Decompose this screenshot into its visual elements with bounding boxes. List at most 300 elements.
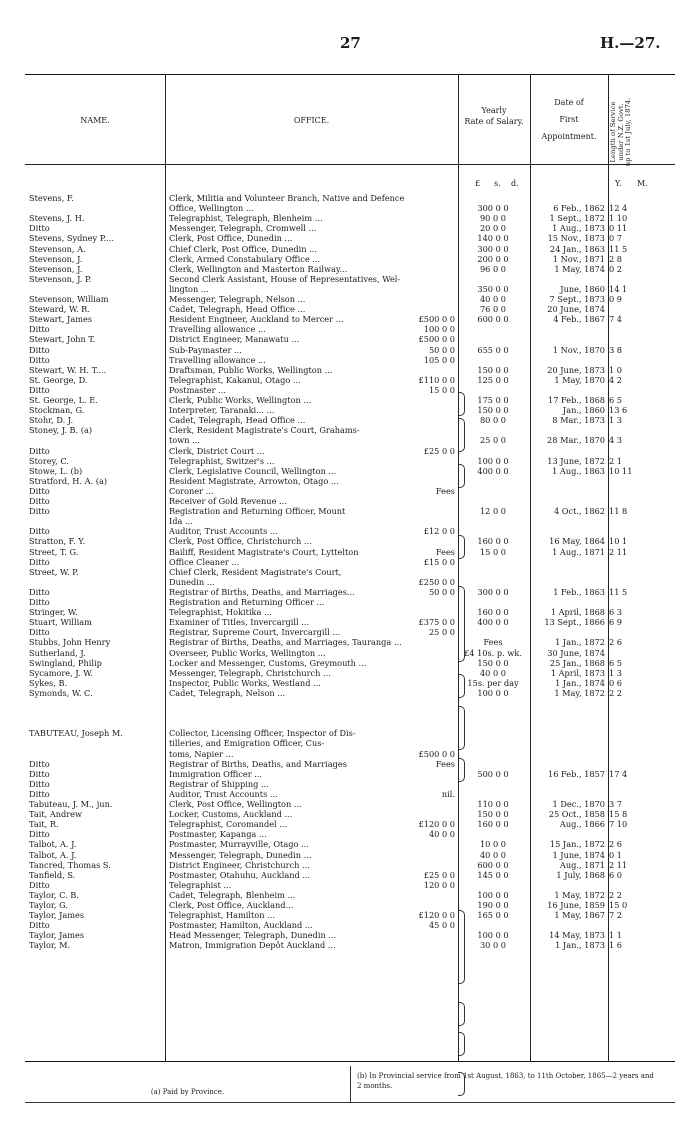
office-cell: Postmaster, Otahuhu, Auckland ... (169, 869, 311, 880)
brace (458, 910, 465, 984)
length-cell: 4 3 (609, 435, 623, 446)
salary-cell: 190 0 0 (477, 900, 509, 910)
salary-cell: 600 0 0 (477, 314, 509, 325)
office-cell: Messenger, Telegraph, Cromwell ... (169, 223, 317, 234)
amount-cell: £15 0 0 (423, 556, 455, 567)
table-row (25, 496, 675, 506)
name-cell: Taylor, M. (29, 940, 71, 951)
length-cell: 0 1 (609, 849, 623, 860)
salary-cell: 40 0 0 (479, 294, 507, 304)
name-cell: Ditto (29, 384, 50, 395)
name-cell: Street, W. P. (29, 566, 79, 577)
amount-cell: 120 0 0 (423, 879, 455, 890)
amount-cell: 105 0 0 (423, 354, 455, 365)
name-cell: Ditto (29, 354, 50, 365)
name-cell: Stevens, J. H. (29, 213, 85, 224)
length-cell: 2 6 (609, 637, 623, 648)
length-cell: 11 5 (609, 243, 628, 254)
salary-cell: 400 0 0 (477, 617, 509, 628)
office-cell: Registrar of Births, Deaths, and Marriages... (169, 586, 355, 597)
table-row (25, 890, 675, 900)
table-row (25, 466, 675, 476)
length-cell: 0 2 (609, 263, 623, 274)
name-cell: Stevens, F. (29, 193, 74, 203)
office-cell: Registration and Returning Officer ... (169, 597, 325, 607)
name-cell: Ditto (29, 445, 50, 456)
table-row (25, 930, 675, 940)
name-cell: Stewart, W. H. T.... (29, 364, 107, 375)
name-cell: Talbot, A. J. (29, 849, 77, 860)
length-cell: 7 4 (609, 314, 623, 325)
table-row (25, 910, 675, 920)
length-cell: 1 0 (609, 364, 623, 375)
amount-cell: £375 0 0 (418, 617, 455, 628)
date-cell: 20 June, 1873 (547, 364, 605, 375)
name-cell: Talbot, A. J. (29, 839, 77, 850)
amount-cell: nil. (441, 788, 455, 799)
table-row (25, 567, 675, 577)
office-cell: Matron, Immigration Depôt Auckland ... (169, 940, 336, 951)
date-cell: 1 April, 1868 (550, 607, 605, 618)
salary-cell: 110 0 0 (477, 799, 509, 809)
date-cell: June, 1860 (560, 283, 605, 294)
table-row (25, 435, 675, 445)
table-row (25, 870, 675, 880)
office-cell: Clerk, Post Office, Christchurch ... (169, 536, 312, 547)
office-cell: Telegraphist, Coromandel ... (169, 819, 288, 830)
length-cell: 2 2 (609, 687, 623, 698)
office-cell: Travelling allowance ... (169, 324, 266, 335)
name-cell: Stevenson, J. (29, 263, 83, 274)
table-row (25, 819, 675, 829)
brace (458, 1002, 465, 1026)
office-cell: Telegraphist, Hamilton ... (169, 910, 275, 921)
table-row (25, 789, 675, 799)
office-cell: Cadet, Telegraph, Blenheim ... (169, 889, 296, 900)
amount-cell: 25 0 0 (428, 627, 455, 638)
name-cell: Ditto (29, 920, 50, 931)
length-cell: 2 8 (609, 253, 623, 264)
salary-cell: 100 0 0 (477, 889, 509, 900)
office-cell: Cadet, Telegraph, Nelson ... (169, 687, 286, 698)
table-row (25, 284, 675, 294)
office-cell: Coroner ... (169, 485, 214, 496)
table-row (25, 405, 675, 415)
salary-cell: 100 0 0 (477, 455, 509, 466)
office-cell: Second Clerk Assistant, House of Representatives, Wel- (169, 273, 401, 284)
amount-cell: 50 0 0 (428, 586, 455, 597)
name-cell: Tancred, Thomas S. (29, 859, 111, 870)
date-cell: 15 Jan., 1872 (549, 839, 605, 850)
table-row (25, 254, 675, 264)
footnote-b: (b) In Provincial service from 1st August, 1863, to 11th October, 1865—2 years and 2 months. (357, 1072, 654, 1090)
table-row (25, 526, 675, 536)
office-cell: Cadet, Telegraph, Head Office ... (169, 415, 306, 426)
office-cell: Clerk, Wellington and Masterton Railway... (169, 263, 348, 274)
name-cell: Ditto (29, 344, 50, 355)
salary-cell: 140 0 0 (477, 233, 509, 244)
name-cell: Taylor, G. (29, 900, 68, 910)
date-cell: 1 Jan., 1873 (555, 940, 605, 951)
name-cell: Stohr, D. J. (29, 415, 74, 426)
table-row (25, 920, 675, 930)
table-row (25, 829, 675, 839)
table-row (25, 799, 675, 809)
length-cell: 1 1 (609, 930, 623, 941)
date-cell: 7 Sept., 1873 (549, 294, 605, 304)
table-row (25, 536, 675, 546)
length-cell: 0 7 (609, 233, 623, 244)
office-cell: Chief Clerk, Resident Magistrate's Court, (169, 566, 342, 577)
date-cell: 1 May, 1874 (554, 263, 605, 274)
office-cell: Postmaster, Kapanga ... (169, 829, 267, 840)
salary-cell: 150 0 0 (477, 364, 509, 375)
date-cell: Jan., 1860 (562, 405, 605, 416)
table-row (25, 193, 675, 203)
office-cell: Registrar of Births, Deaths, and Marriages, Tauranga ... (169, 637, 402, 648)
table-row (25, 355, 675, 365)
salary-cell: 600 0 0 (477, 859, 509, 870)
name-cell: Tait, R. (29, 819, 59, 830)
name-cell: Street, T. G. (29, 546, 79, 557)
table-row (25, 557, 675, 567)
length-cell: 14 1 (609, 283, 628, 294)
brace (458, 464, 465, 488)
header-name: NAME. (80, 116, 110, 125)
table-row (25, 597, 675, 607)
brace (458, 418, 465, 452)
name-cell: Ditto (29, 485, 50, 496)
length-cell: 13 6 (609, 405, 628, 416)
office-cell: Clerk, Post Office, Dunedin ... (169, 233, 293, 244)
amount-cell: £110 0 0 (418, 374, 455, 385)
table-row (25, 880, 675, 890)
table-row (25, 637, 675, 647)
length-cell: 2 1 (609, 455, 623, 466)
name-cell: Ditto (29, 778, 50, 789)
salary-cell: 655 0 0 (477, 344, 509, 355)
salary-cell: 300 0 0 (477, 203, 509, 214)
office-cell: town ... (169, 435, 200, 446)
salary-cell: 175 0 0 (477, 395, 509, 405)
name-cell: Tabuteau, J. M., jun. (29, 799, 113, 809)
office-cell: Messenger, Telegraph, Dunedin ... (169, 849, 312, 860)
date-cell: 1 May, 1867 (554, 910, 605, 921)
date-cell: 1 June, 1874 (552, 849, 605, 860)
office-cell: Ida ... (169, 516, 193, 527)
date-cell: 24 Jan., 1863 (549, 243, 605, 254)
salary-cell: 96 0 0 (479, 263, 507, 274)
page-reference: H.—27. (600, 34, 661, 52)
name-cell: Stowe, L. (b) (29, 465, 83, 476)
staff-table (25, 74, 675, 1062)
salary-cell: Fees (483, 637, 503, 648)
amount-cell: £250 0 0 (418, 576, 455, 587)
table-row (25, 456, 675, 466)
header-length: Length of Service under N.Z. Govt. up to 1st July, 1874. (609, 97, 633, 167)
brace (458, 706, 465, 750)
table-row (25, 809, 675, 819)
name-cell: Ditto (29, 829, 50, 840)
amount-cell: £12 0 0 (423, 526, 455, 537)
length-cell: 2 6 (609, 839, 623, 850)
table-row (25, 648, 675, 658)
date-cell: 15 Nov., 1873 (547, 233, 605, 244)
office-cell: Sub-Paymaster ... (169, 344, 242, 355)
date-cell: 4 Oct., 1862 (553, 506, 605, 517)
name-cell: Ditto (29, 324, 50, 335)
name-cell: Stratford, H. A. (a) (29, 475, 108, 486)
salary-cell: 150 0 0 (477, 657, 509, 668)
name-cell: Ditto (29, 586, 50, 597)
table-row (25, 749, 675, 759)
name-cell: Taylor, James (29, 930, 85, 941)
name-cell: Sycamore, J. W. (29, 667, 93, 678)
amount-cell: 100 0 0 (423, 324, 455, 335)
length-cell: 2 11 (609, 546, 628, 557)
name-cell: Sykes, B. (29, 677, 68, 688)
salary-cell: 80 0 0 (479, 415, 507, 426)
name-cell: Stoney, J. B. (a) (29, 425, 93, 436)
office-cell: Cadet, Telegraph, Head Office ... (169, 304, 306, 315)
office-cell: Clerk, Armed Constabulary Office ... (169, 253, 321, 264)
office-cell: Clerk, Post Office, Auckland... (169, 900, 294, 910)
office-cell: Registrar of Shipping ... (169, 778, 269, 789)
table-row (25, 244, 675, 254)
table-row (25, 233, 675, 243)
office-cell: Office Cleaner ... (169, 556, 240, 567)
amount-cell: Fees (435, 758, 455, 769)
table-row (25, 314, 675, 324)
salary-cell: 40 0 0 (479, 667, 507, 678)
length-cell: 6 0 (609, 869, 623, 880)
amount-cell: Fees (435, 546, 455, 557)
table-row (25, 395, 675, 405)
date-cell: 1 May, 1870 (554, 374, 605, 385)
table-row (25, 728, 675, 738)
page-number: 27 (340, 34, 361, 52)
length-cell: 7 10 (609, 819, 628, 830)
name-cell: Stevenson, J. P. (29, 273, 92, 284)
date-cell: 1 May, 1872 (554, 687, 605, 698)
name-cell: Ditto (29, 879, 50, 890)
name-cell: Stockman, G. (29, 405, 85, 416)
office-cell: Head Messenger, Telegraph, Dunedin ... (169, 930, 337, 941)
table-row (25, 617, 675, 627)
office-cell: Resident Magistrate, Arrowton, Otago ... (169, 475, 339, 486)
date-cell: 8 Mar., 1873 (552, 415, 605, 426)
name-cell: Stringer, W. (29, 607, 78, 618)
table-row (25, 587, 675, 597)
salary-cell: 165 0 0 (477, 910, 509, 921)
table-row (25, 769, 675, 779)
office-cell: Telegraphist, Telegraph, Blenheim ... (169, 213, 323, 224)
date-cell: 30 June, 1874 (547, 647, 605, 658)
amount-cell: £500 0 0 (418, 314, 455, 325)
office-cell: District Engineer, Manawatu ... (169, 334, 300, 345)
office-cell: Clerk, Public Works, Wellington ... (169, 395, 312, 405)
office-cell: Resident Engineer, Auckland to Mercer ... (169, 314, 344, 325)
office-cell: Overseer, Public Works, Wellington ... (169, 647, 326, 658)
office-cell: Collector, Licensing Officer, Inspector of Dis- (169, 728, 356, 739)
name-cell: Stubbs, John Henry (29, 637, 111, 648)
table-row (25, 718, 675, 728)
office-cell: Telegraphist, Hokitika ... (169, 607, 272, 618)
salary-cell: 400 0 0 (477, 465, 509, 476)
office-cell: Dunedin ... (169, 576, 215, 587)
amount-cell: £500 0 0 (418, 334, 455, 345)
amount-cell: 40 0 0 (428, 829, 455, 840)
date-cell: 25 Jan., 1868 (549, 657, 605, 668)
table-row (25, 860, 675, 870)
amount-cell: £25 0 0 (423, 869, 455, 880)
brace (458, 758, 465, 782)
table-row (25, 850, 675, 860)
length-cell: 6 9 (609, 617, 623, 628)
length-cell: 11 8 (609, 506, 628, 517)
length-cell: 1 6 (609, 940, 623, 951)
table-row (25, 446, 675, 456)
length-cell: 10 1 (609, 536, 628, 547)
amount-cell: 50 0 0 (428, 344, 455, 355)
date-cell: 1 Feb., 1863 (553, 586, 605, 597)
office-cell: Auditor, Trust Accounts ... (169, 526, 278, 537)
name-cell: Ditto (29, 556, 50, 567)
table-row (25, 627, 675, 637)
name-cell: Taylor, C. B. (29, 889, 79, 900)
salary-cell: 160 0 0 (477, 607, 509, 618)
salary-cell: 145 0 0 (477, 869, 509, 880)
salary-cell: 30 0 0 (479, 940, 507, 951)
date-cell: 13 Sept., 1866 (544, 617, 605, 628)
currency-years: Y. (615, 179, 622, 188)
length-cell: 12 4 (609, 203, 628, 214)
amount-cell: £500 0 0 (418, 748, 455, 759)
date-cell: 1 April, 1873 (550, 667, 605, 678)
name-cell: Ditto (29, 526, 50, 537)
length-cell: 10 11 (609, 465, 633, 476)
salary-cell: 40 0 0 (479, 849, 507, 860)
office-cell: Receiver of Gold Revenue ... (169, 496, 287, 506)
name-cell: Swingland, Philip (29, 657, 102, 668)
page-header (0, 34, 700, 54)
name-cell: Stevens, Sydney P.... (29, 233, 114, 244)
amount-cell: £25 0 0 (423, 445, 455, 456)
length-cell: 0 6 (609, 677, 623, 688)
table-row (25, 324, 675, 334)
office-cell: Draftsman, Public Works, Wellington ... (169, 364, 333, 375)
table-row (25, 203, 675, 213)
length-cell: 6 3 (609, 607, 623, 618)
name-cell: Taylor, James (29, 910, 85, 921)
salary-cell: 100 0 0 (477, 687, 509, 698)
length-cell: 3 8 (609, 344, 623, 355)
table-row (25, 365, 675, 375)
table-row (25, 334, 675, 344)
table-row (25, 486, 675, 496)
date-cell: Aug., 1871 (559, 859, 605, 870)
salary-cell: 150 0 0 (477, 809, 509, 820)
salary-cell: 160 0 0 (477, 536, 509, 547)
table-row (25, 668, 675, 678)
office-cell: Office, Wellington ... (169, 203, 254, 214)
office-cell: Postmaster ... (169, 384, 226, 395)
table-row (25, 940, 675, 950)
name-cell: St. George, D. (29, 374, 88, 385)
table-row (25, 547, 675, 557)
table-row (25, 375, 675, 385)
table-row (25, 415, 675, 425)
date-cell: 1 Dec., 1870 (552, 799, 605, 809)
table-row (25, 345, 675, 355)
salary-cell: 125 0 0 (477, 374, 509, 385)
table-row (25, 698, 675, 708)
office-cell: Auditor, Trust Accounts ... (169, 788, 278, 799)
name-cell: Ditto (29, 768, 50, 779)
office-cell: Inspector, Public Works, Westland ... (169, 677, 321, 688)
name-cell: TABUTEAU, Joseph M. (29, 728, 123, 739)
name-cell: St. George, L. E. (29, 395, 98, 405)
table-row (25, 274, 675, 284)
salary-cell: 350 0 0 (477, 283, 509, 294)
table-row (25, 607, 675, 617)
length-cell: 6 5 (609, 657, 623, 668)
salary-cell: 200 0 0 (477, 253, 509, 264)
date-cell: 1 Jan., 1872 (555, 637, 605, 648)
office-cell: Clerk, Legislative Council, Wellington ... (169, 465, 337, 476)
table-row (25, 294, 675, 304)
length-cell: 1 10 (609, 213, 628, 224)
table-row (25, 839, 675, 849)
salary-cell: 100 0 0 (477, 930, 509, 941)
office-cell: Postmaster, Hamilton, Auckland ... (169, 920, 313, 931)
name-cell: Stevenson, William (29, 294, 109, 304)
currency-months: M. (637, 179, 648, 188)
date-cell: 1 Aug., 1873 (552, 223, 605, 234)
date-cell: 16 June, 1859 (547, 900, 605, 910)
date-cell: 1 Aug., 1863 (552, 465, 605, 476)
office-cell: Clerk, District Court ... (169, 445, 265, 456)
office-cell: Immigration Officer ... (169, 768, 263, 779)
currency-pence: d. (511, 179, 519, 188)
brace (458, 535, 465, 559)
office-cell: Postmaster, Murrayville, Otago ... (169, 839, 309, 850)
date-cell: 6 Feb., 1862 (553, 203, 605, 214)
date-cell: 17 Feb., 1868 (548, 395, 605, 405)
date-cell: 14 May, 1873 (549, 930, 605, 941)
table-row (25, 779, 675, 789)
length-cell: 15 8 (609, 809, 628, 820)
office-cell: Locker, Customs, Auckland ... (169, 809, 293, 820)
salary-cell: 20 0 0 (479, 223, 507, 234)
office-cell: Registration and Returning Officer, Mount (169, 506, 346, 517)
office-cell: Registrar, Supreme Court, Invercargill ... (169, 627, 341, 638)
name-cell: Ditto (29, 788, 50, 799)
table-row (25, 708, 675, 718)
table-row (25, 213, 675, 223)
table-row (25, 385, 675, 395)
date-cell: 20 June, 1874 (547, 304, 605, 315)
date-cell: 25 Oct., 1858 (548, 809, 605, 820)
length-cell: 11 5 (609, 586, 628, 597)
table-row (25, 506, 675, 516)
date-cell: 1 Sept., 1872 (549, 213, 605, 224)
date-cell: 1 July, 1868 (556, 869, 605, 880)
table-row (25, 900, 675, 910)
brace (458, 1032, 465, 1056)
office-cell: toms, Napier ... (169, 748, 234, 759)
length-cell: 3 7 (609, 799, 623, 809)
